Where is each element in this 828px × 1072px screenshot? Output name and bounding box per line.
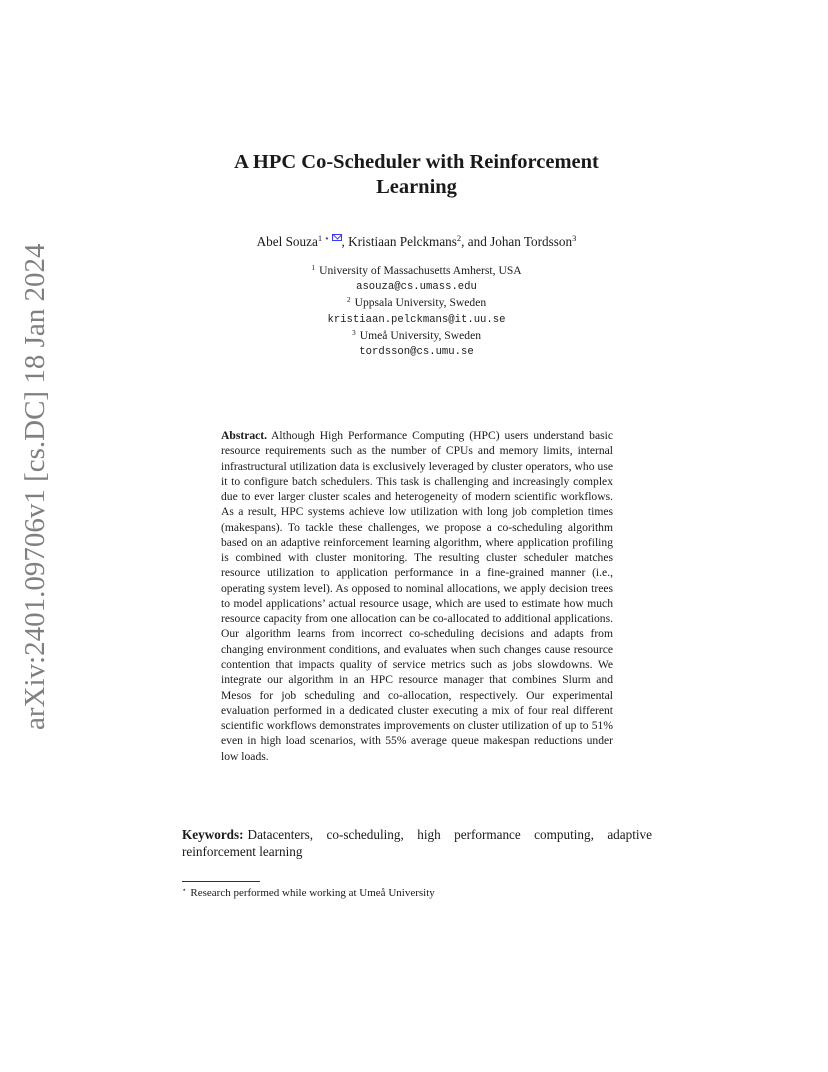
author-name: Abel Souza [256, 234, 318, 249]
affiliation-number: 2 [346, 295, 351, 305]
affiliation-list [180, 263, 653, 360]
title-line-1: A HPC Co-Scheduler with Reinforcement [234, 151, 599, 173]
affiliation-item [180, 295, 653, 311]
footnote-text: Research performed while working at Umeå University [190, 887, 435, 899]
title-line-2: Learning [376, 176, 457, 198]
arxiv-identifier: arXiv:2401.09706v1 [cs.DC] 18 Jan 2024 [19, 243, 51, 730]
keywords [182, 826, 652, 860]
affiliation-item [180, 328, 653, 344]
affiliation-email[interactable]: kristiaan.pelckmans@it.uu.se [327, 313, 506, 326]
footnote-divider [182, 881, 260, 882]
affiliation-number: 3 [351, 327, 356, 337]
author-separator: , and [461, 234, 491, 249]
author-marks: 1 ⋆ [317, 233, 330, 243]
keywords-text: Datacenters, co-scheduling, high performance computing, adaptive reinforcement learning [182, 827, 652, 859]
abstract-body: Although High Performance Computing (HPC) users understand basic resource requirements such as the number of CPUs and memory limits, internal infrastructural utilization data is exclusively leveraged by cluster operators, who use it to configure batch schedulers. This task is challenging and increasingly complex due to ever larger cluster scales and heterogeneity of modern scientific workflows. As a result, HPC systems achieve low utilization with long job completion times (makespans). To tackle these challenges, we propose a co-scheduling algorithm based on an adaptive reinforcement learning algorithm, where application profiling is combined with cluster monitoring. The resulting cluster scheduler matches resource utilization to application performance in a fine-grained manner (i.e., operating system level). As opposed to nominal allocations, we apply decision trees to model applications’ actual resource usage, which are used to estimate how much resource capacity from one allocation can be co-allocated to additional applications. Our algorithm learns from incorrect co-scheduling decisions and adapts from changing environment conditions, and evaluates when such changes cause resource contention that impacts quality of service metrics such as jobs slowdowns. We integrate our algorithm in an HPC resource manager that combines Slurm and Mesos for job scheduling and co-allocation, respectively. Our experimental evaluation performed in a dedicated cluster executing a mix of four real different scientific workflows demonstrates improvements on cluster utilization of up to 51% even in high load scenarios, with 55% average queue makespan reductions under low loads. [221, 429, 613, 763]
abstract-label: Abstract. [221, 429, 268, 442]
affiliation-name: Uppsala University, Sweden [354, 296, 487, 310]
footnote [182, 886, 652, 900]
abstract [221, 428, 613, 764]
footnote-mark: ⋆ [182, 886, 187, 894]
author-separator: , [341, 234, 349, 249]
paper-title [180, 150, 653, 200]
author-name: Kristiaan Pelckmans [348, 234, 457, 249]
author-marks: 2 [456, 233, 462, 243]
affiliation-number: 1 [311, 263, 316, 272]
envelope-icon[interactable] [332, 234, 342, 241]
affiliation-name: Umeå University, Sweden [359, 328, 482, 342]
affiliation-email[interactable]: asouza@cs.umass.edu [356, 281, 477, 294]
keywords-label: Keywords: [182, 827, 244, 842]
author-name: Johan Tordsson [490, 234, 573, 249]
affiliation-name: University of Massachusetts Amherst, USA [319, 264, 522, 277]
affiliation-email[interactable]: tordsson@cs.umu.se [359, 346, 474, 359]
affiliation-item [180, 263, 653, 279]
author-marks: 3 [572, 233, 577, 243]
author-list [180, 234, 653, 250]
